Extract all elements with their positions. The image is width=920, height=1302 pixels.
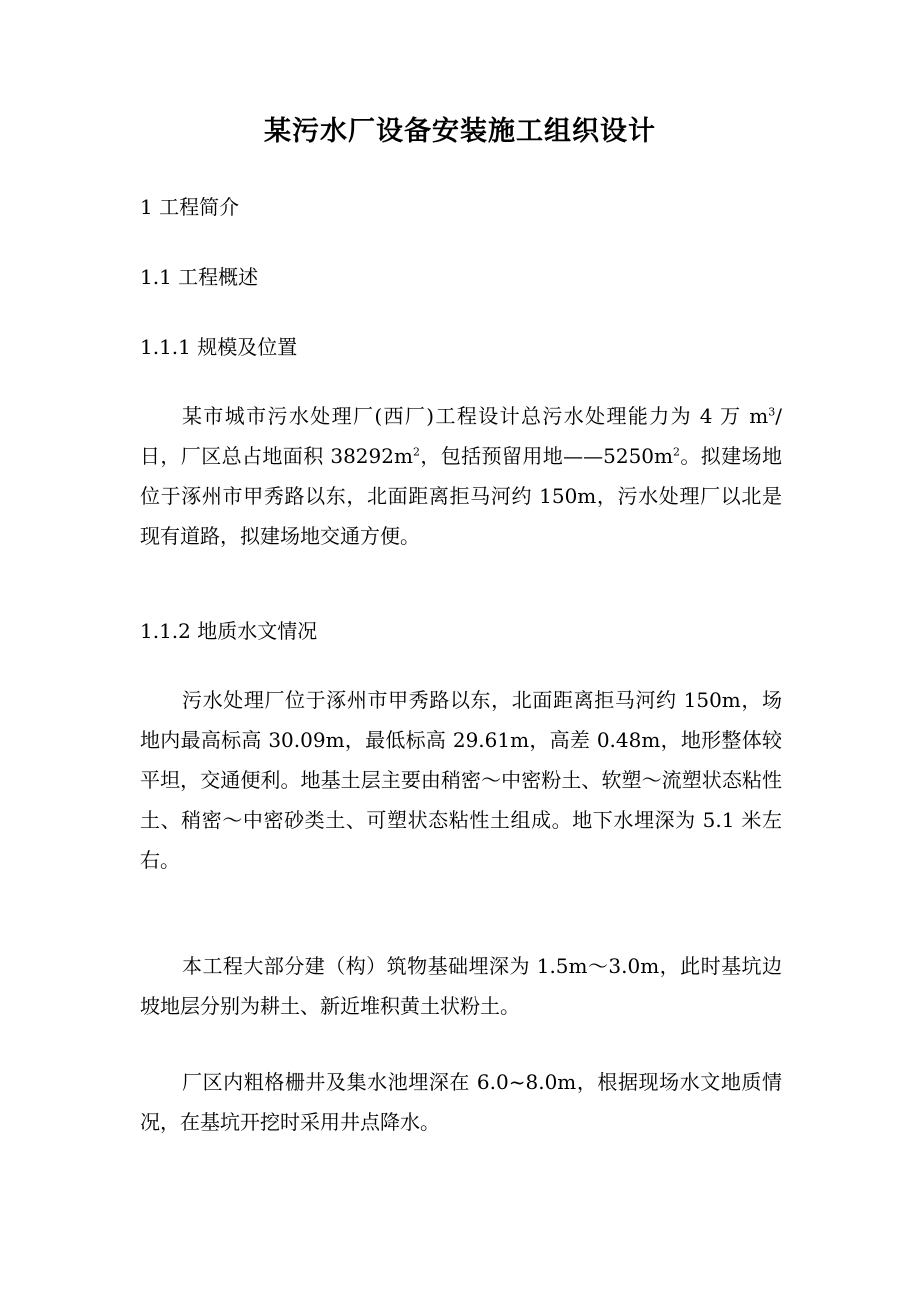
paragraph-geology-hydrology: 污水处理厂位于涿州市甲秀路以东，北面距离拒马河约 150m，场地内最高标高 30.09m，最低标高 29.61m，高差 0.48m，地形整体较平坦，交通便利。地基土层主要由稍密～中密粉土、软塑～流塑状态粘性土、稍密～中密砂类土、可塑状态粘性土组成。地下水埋深为 5.1 米左右。 bbox=[140, 688, 782, 872]
superscript-square-1: 2 bbox=[412, 445, 420, 459]
section-heading-1-1-1: 1.1.1 规模及位置 bbox=[140, 335, 298, 359]
paragraph-scale-text-c: ，包括预留用地——5250m bbox=[419, 444, 673, 468]
paragraph-scale-text-a: 某市城市污水处理厂(西厂)工程设计总污水处理能力为 4 万 m bbox=[182, 404, 769, 428]
section-heading-1-1-2: 1.1.2 地质水文情况 bbox=[140, 619, 318, 643]
paragraph-scale-text-d: 。拟建场地位于涿州市甲秀路以东，北面距离拒马河约 150m，污水处理厂以北是现有道路，拟建场地交通方便。 bbox=[140, 444, 782, 548]
superscript-square-2: 2 bbox=[673, 445, 680, 459]
paragraph-scale-location bbox=[140, 396, 782, 556]
superscript-cubic: 3 bbox=[768, 405, 776, 419]
section-heading-1-1: 1.1 工程概述 bbox=[140, 265, 259, 289]
paragraph-scale-text-b: /日，厂区总占地面积 38292m bbox=[140, 404, 782, 468]
paragraph-dewatering: 厂区内粗格栅井及集水池埋深在 6.0~8.0m，根据现场水文地质情况，在基坑开挖时采用井点降水。 bbox=[140, 1070, 782, 1134]
document-title: 某污水厂设备安装施工组织设计 bbox=[264, 116, 656, 147]
paragraph-foundation-depth: 本工程大部分建（构）筑物基础埋深为 1.5m～3.0m，此时基坑边坡地层分别为耕土、新近堆积黄土状粉土。 bbox=[140, 954, 782, 1018]
section-heading-1: 1 工程简介 bbox=[140, 195, 240, 219]
